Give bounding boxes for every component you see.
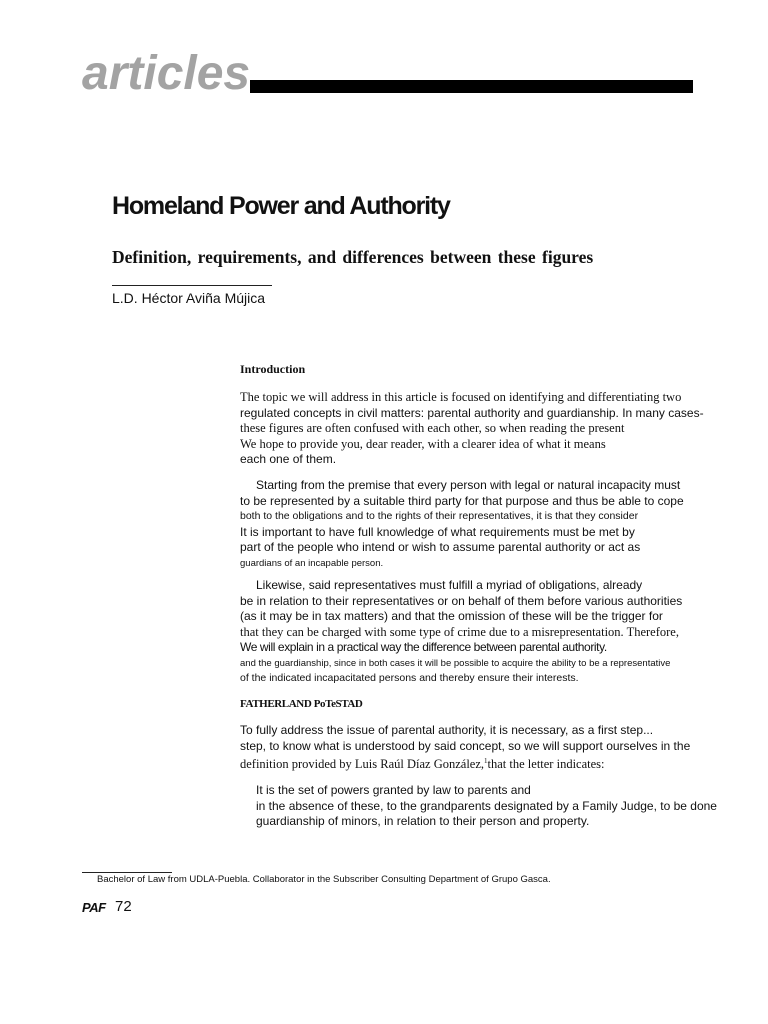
author-rule — [112, 285, 272, 286]
quote-line: in the absence of these, to the grandparents designated by a Family Judge, to be done — [256, 798, 717, 813]
intro-paragraph-2 — [240, 478, 702, 571]
text-line: It is important to have full knowledge of what requirements must be met by — [240, 524, 635, 539]
text-line: regulated concepts in civil matters: parental authority and guardianship. In many cases- — [240, 405, 704, 420]
text-line: We hope to provide you, dear reader, with a clearer idea of what it means — [240, 436, 606, 451]
publication-logo: PAF — [82, 900, 106, 915]
intro-paragraph-3 — [240, 578, 702, 687]
article-subtitle: Definition, requirements, and differences between these figures — [112, 247, 594, 267]
text-line: and the guardianship, since in both cases it will be possible to acquire the ability to be a representative — [240, 657, 671, 669]
text-line: To fully address the issue of parental authority, it is necessary, as a first step... — [240, 723, 654, 737]
text-line: part of the people who intend or wish to assume parental authority or act as — [240, 540, 641, 554]
article-title: Homeland Power and Authority — [112, 192, 450, 220]
block-quote — [256, 783, 717, 830]
text-line: step, to know what is understood by said concept, so we will support ourselves in the — [240, 738, 691, 753]
footnote-marker: 1 — [484, 757, 488, 765]
text-line: both to the obligations and to the rights of their representatives, it is that they consider — [240, 510, 639, 522]
footnote-text: Bachelor of Law from UDLA-Puebla. Collaborator in the Subscriber Consulting Department of Grupo Gasca. — [97, 874, 551, 885]
section-header: articles — [82, 47, 251, 100]
text-line: be in relation to their representatives or on behalf of them before various authorities — [240, 593, 683, 608]
text-line — [240, 754, 702, 773]
section-heading: FATHERLAND PoTeSTAD — [240, 698, 363, 710]
text-line: Likewise, said representatives must fulfill a myriad of obligations, already — [256, 578, 643, 592]
header-rule — [250, 80, 693, 93]
quote-line: It is the set of powers granted by law to parents and — [256, 783, 531, 797]
citation-continuation: that the letter indicates: — [487, 757, 605, 772]
text-line: We will explain in a practical way the difference between parental authority. — [240, 640, 607, 654]
text-line: Starting from the premise that every person with legal or natural incapacity must — [256, 478, 681, 492]
text-line: (as it may be in tax matters) and that the omission of these will be the trigger for — [240, 609, 663, 623]
author-name: L.D. Héctor Aviña Mújica — [112, 290, 266, 306]
text-line: to be represented by a suitable third party for that purpose and thus be able to cope — [240, 493, 684, 508]
text-line: The topic we will address in this article is focused on identifying and differentiating two — [240, 390, 682, 404]
text-line: these figures are often confused with each other, so when reading the present — [240, 421, 625, 435]
intro-paragraph-1 — [240, 390, 702, 468]
page-number: 72 — [115, 898, 132, 915]
text-line: that they can be charged with some type of crime due to a misrepresentation. Therefore, — [240, 624, 679, 639]
citation-text: definition provided by Luis Raúl Díaz González, — [240, 757, 485, 772]
quote-line: guardianship of minors, in relation to their person and property. — [256, 814, 590, 828]
text-line: guardians of an incapable person. — [240, 557, 384, 569]
section-paragraph-1 — [240, 723, 702, 773]
text-line: of the indicated incapacitated persons and thereby ensure their interests. — [240, 672, 579, 684]
text-line: each one of them. — [240, 452, 337, 466]
intro-heading: Introduction — [240, 362, 306, 376]
